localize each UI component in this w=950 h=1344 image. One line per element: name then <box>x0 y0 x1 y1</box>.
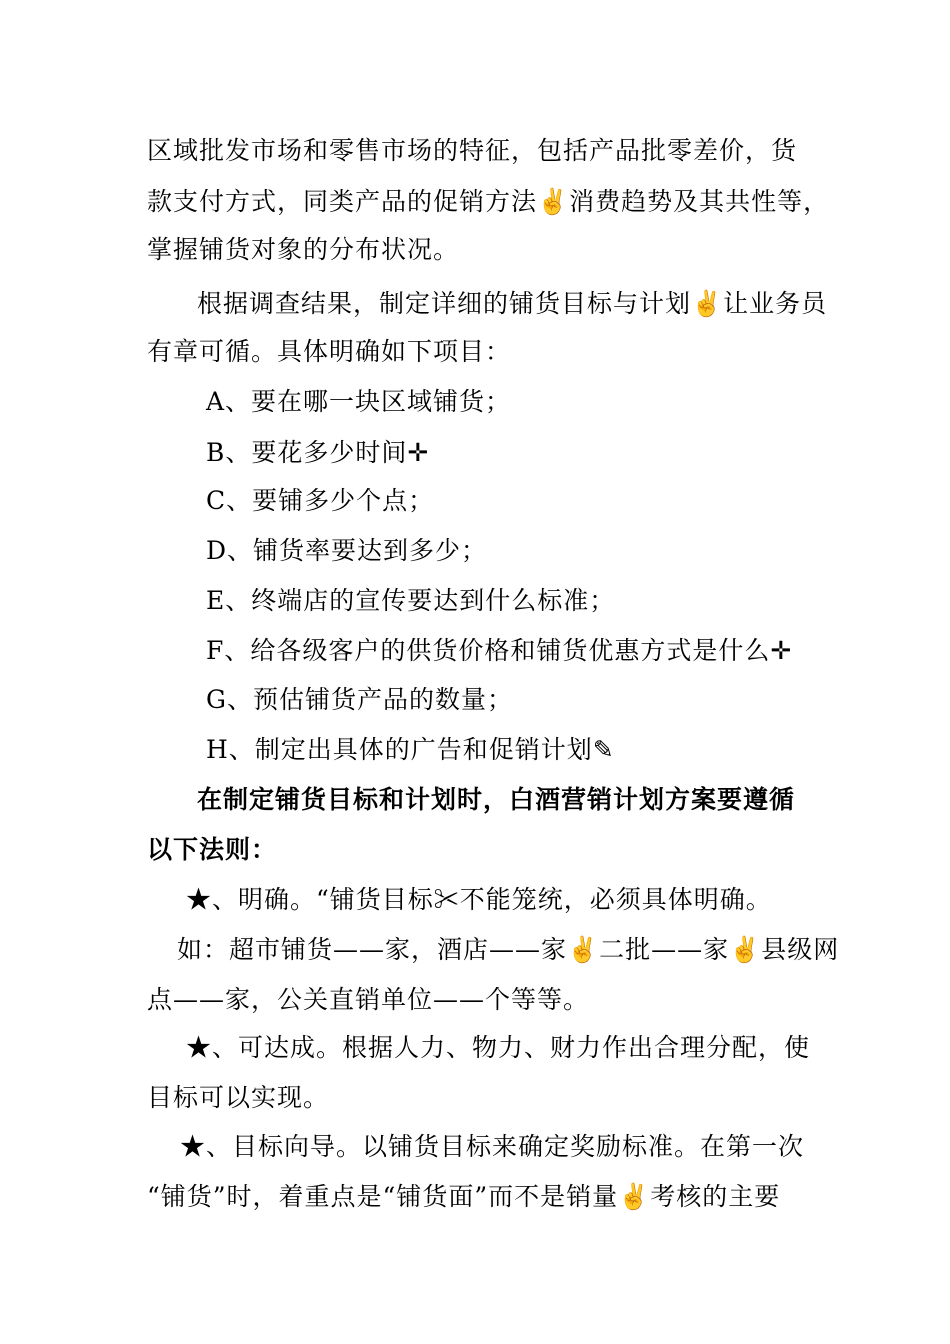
paragraph-line: 款支付方式，同类产品的促销方法✌消费趋势及其共性等， <box>147 187 830 216</box>
list-item-b: B、要花多少时间✛ <box>206 438 430 467</box>
rule-line: 如：超市铺货——家，酒店——家✌二批——家✌县级网 <box>177 935 840 964</box>
section-heading-line: 以下法则： <box>147 835 278 864</box>
list-item-a: A、要在哪一块区域铺货； <box>206 387 512 416</box>
list-item-g: G、预估铺货产品的数量； <box>206 685 513 714</box>
rule-line: 点——家，公关直销单位——个等等。 <box>147 985 590 1014</box>
rule-line: “铺货”时，着重点是“铺货面”而不是销量✌考核的主要 <box>147 1182 781 1211</box>
paragraph-line: 掌握铺货对象的分布状况。 <box>147 235 460 264</box>
list-item-c: C、要铺多少个点； <box>206 486 435 515</box>
rule-line: ★、目标向导。以铺货目标来确定奖励标准。在第一次 <box>180 1132 805 1161</box>
paragraph-line: 区域批发市场和零售市场的特征，包括产品批零差价，货 <box>147 136 798 165</box>
rule-line: 目标可以实现。 <box>147 1083 330 1112</box>
rule-line: ★、可达成。根据人力、物力、财力作出合理分配，使 <box>186 1033 811 1062</box>
list-item-h: H、制定出具体的广告和促销计划✎ <box>206 735 615 764</box>
list-item-d: D、铺货率要达到多少； <box>206 536 488 565</box>
section-heading-line: 在制定铺货目标和计划时，白酒营销计划方案要遵循 <box>197 785 796 814</box>
paragraph-line: 有章可循。具体明确如下项目： <box>147 337 512 366</box>
rule-line: ★、明确。“铺货目标✂不能笼统，必须具体明确。 <box>186 885 772 914</box>
list-item-e: E、终端店的宣传要达到什么标准； <box>206 586 616 615</box>
paragraph-line: 根据调查结果，制定详细的铺货目标与计划✌让业务员 <box>197 289 828 318</box>
list-item-f: F、给各级客户的供货价格和铺货优惠方式是什么✛ <box>206 636 793 665</box>
